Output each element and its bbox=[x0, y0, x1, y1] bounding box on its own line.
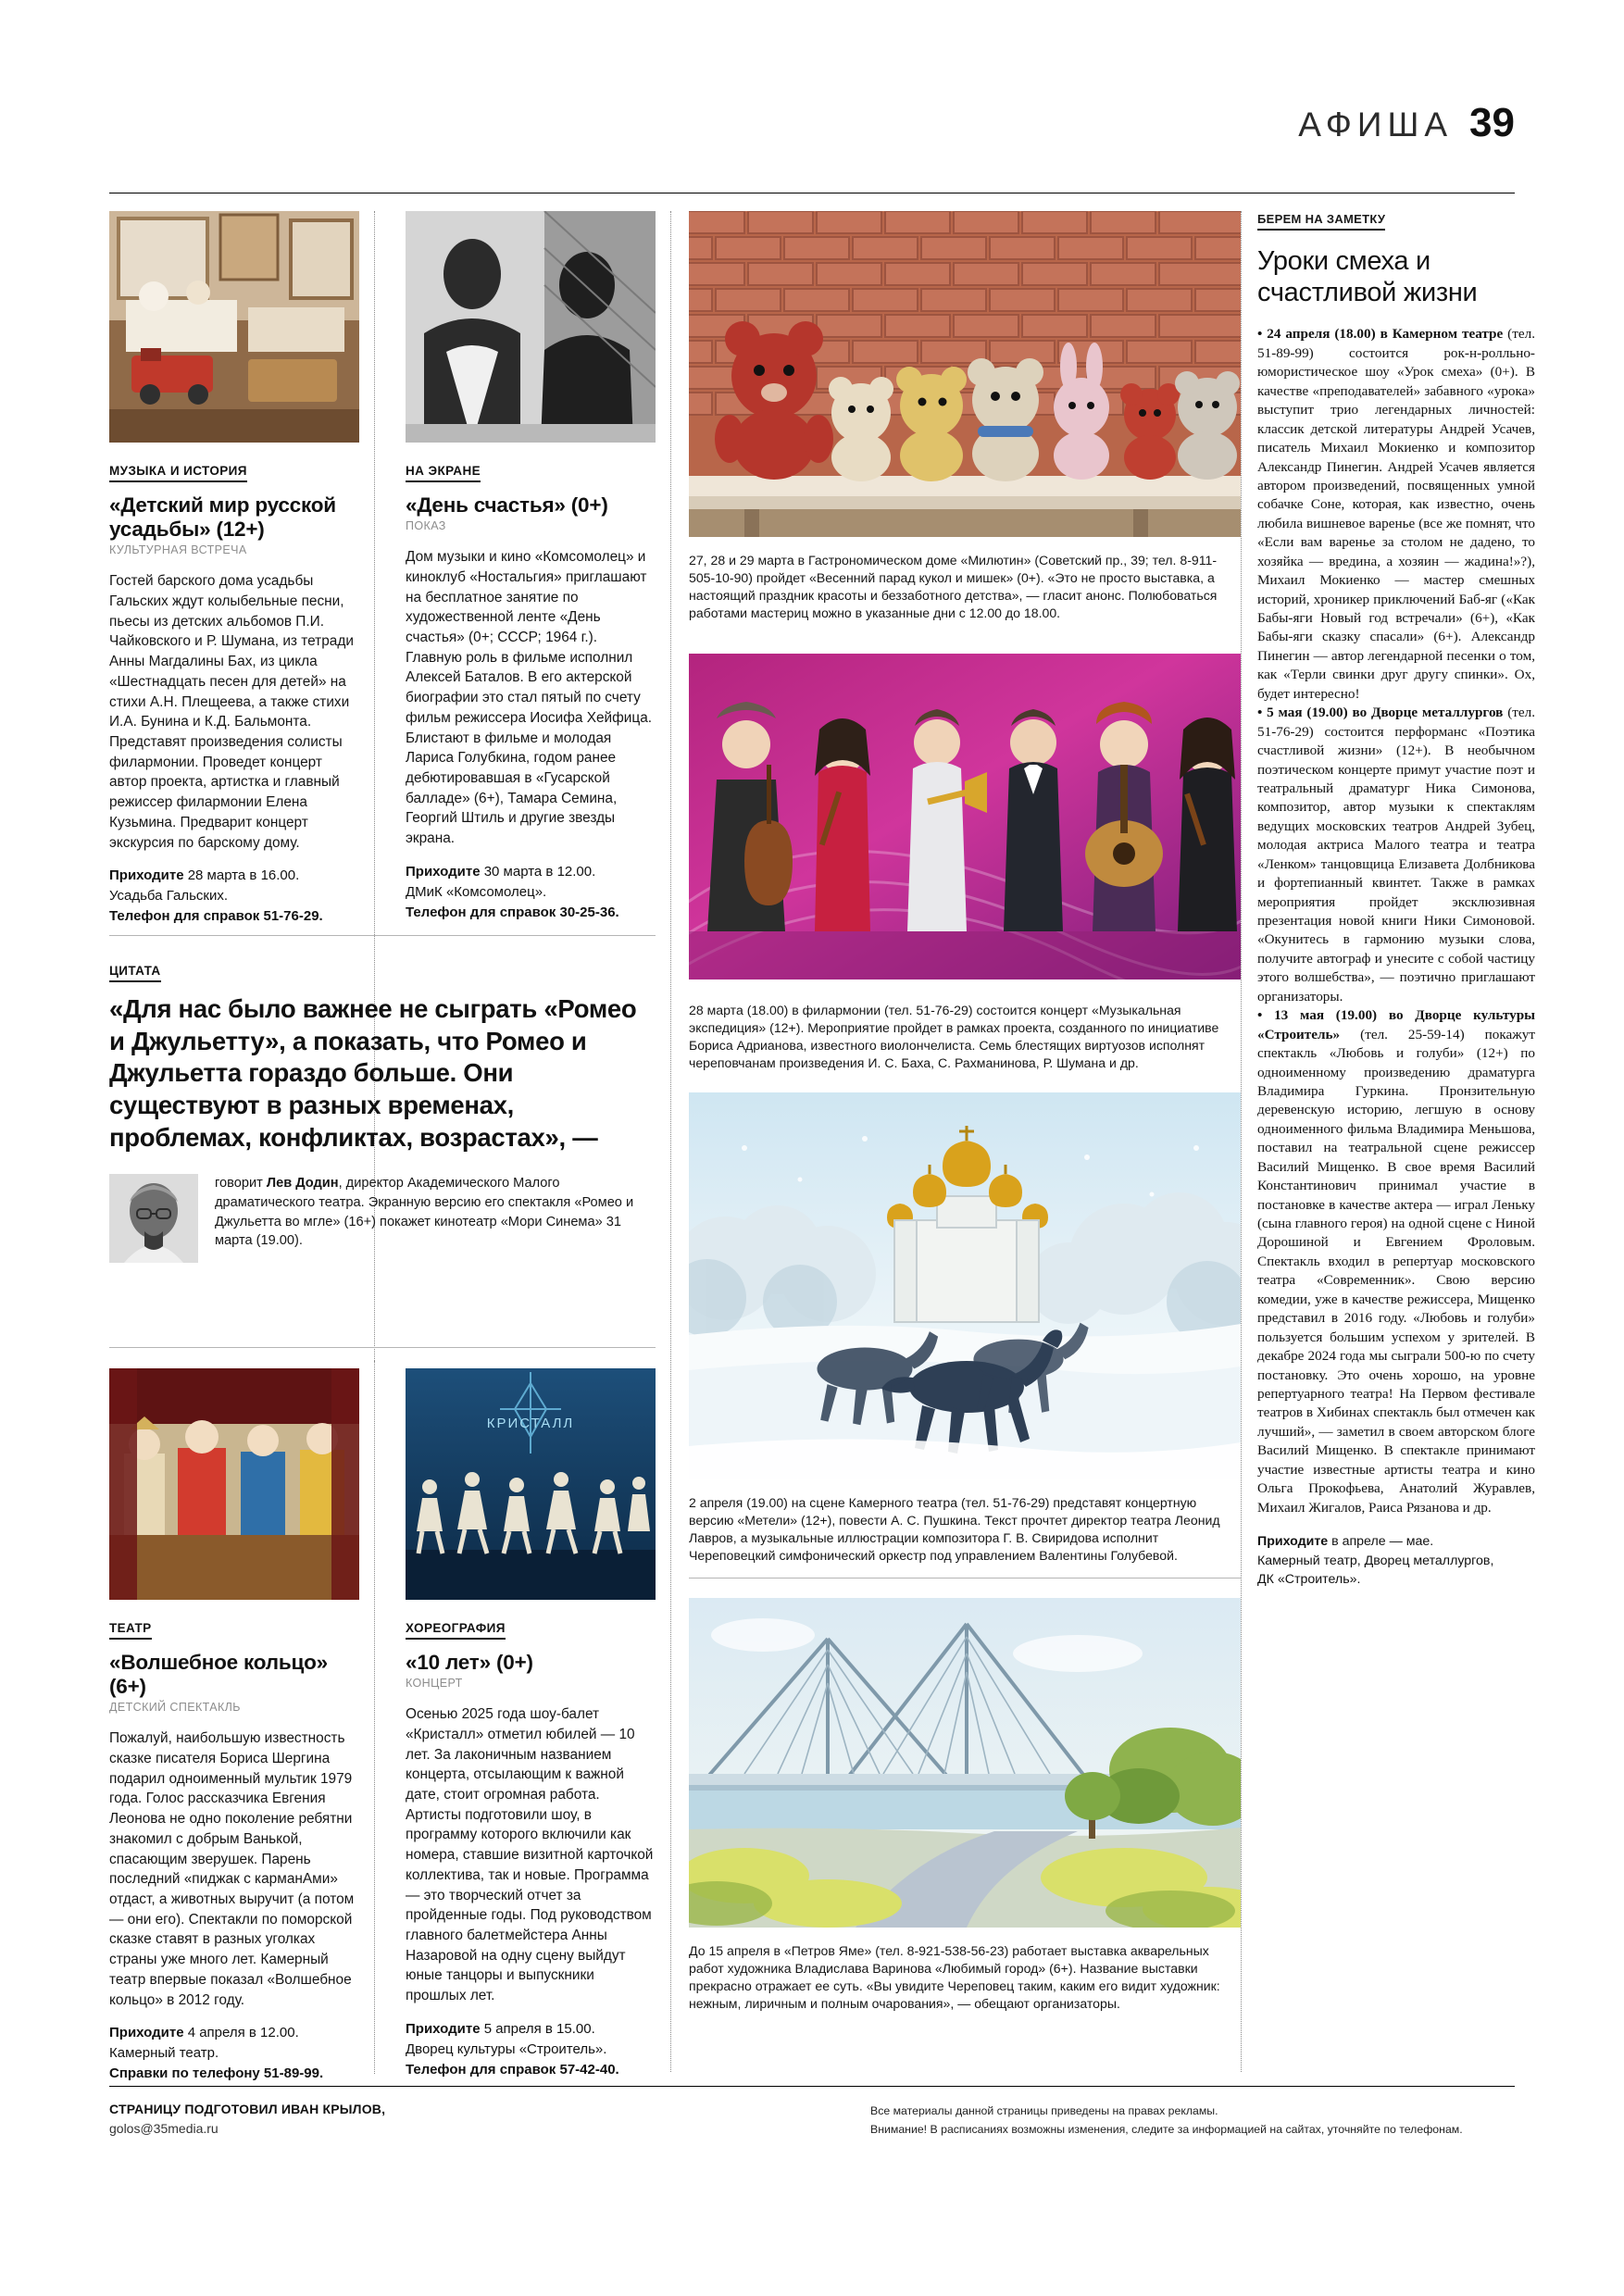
quote-attr-prefix: говорит bbox=[215, 1176, 267, 1192]
when-theatre bbox=[109, 2023, 359, 2084]
title-on-screen: «День счастья» (0+) bbox=[406, 493, 608, 517]
when-rest-1: 28 марта в 16.00. bbox=[183, 867, 300, 884]
photo-film-still bbox=[406, 211, 656, 443]
footer-email[interactable]: golos@35media.ru bbox=[109, 2121, 219, 2136]
column-separator-4 bbox=[374, 1361, 375, 2074]
kicker-quote: ЦИТАТА bbox=[109, 964, 161, 982]
sidebar-when-rest: в апреле — мае. bbox=[1328, 1534, 1434, 1549]
kicker-sidebar: БЕРЕМ НА ЗАМЕТКУ bbox=[1257, 212, 1385, 231]
sidebar-paragraph-3 bbox=[1257, 1006, 1535, 1517]
footer-credits bbox=[109, 2100, 385, 2139]
divider-left-1 bbox=[109, 935, 656, 936]
photo-theatre-scene bbox=[109, 1368, 359, 1600]
quote-portrait bbox=[109, 1174, 198, 1263]
sidebar-when-label: Приходите bbox=[1257, 1534, 1329, 1549]
kicker-theatre: ТЕАТР bbox=[109, 1621, 152, 1640]
sidebar-p2-rest: (тел. 51-76-29) состоится перформанс «Поэтика счастливой жизни» (12+). В необычном поэтическом концерте примут участие поэт и театральный драматург Ника Симонова, композитор, автор музыки к спектаклям ведущих московских театров Андрей Зубец, молодая актриса Малого театра и театра «Ленком» танцовщица Елизавета Долбникова и фортепианный квинтет. Также в рамках мероприятия пройдет эксклюзивная презентация новой книги Ники Симоновой. «Окунитесь в гармонию музыки слова, получите автограф и унесите с собой частицу этого волшебства», — поэтично приглашают организаторы. bbox=[1257, 705, 1535, 1004]
article-choreography bbox=[406, 1620, 656, 2080]
caption-musicians: 28 марта (18.00) в филармонии (тел. 51-76-29) состоится концерт «Музыкальная экспедиция» (12+). Мероприятие пройдет в рамках проекта, созданного по инициативе Бориса Адрианова, известного виолончелиста. Семь блестящих виртуозов исполнят череповчанам произведения И. С. Баха, С. Рахманинова, Р. Шумана и др. bbox=[689, 1003, 1219, 1071]
quote-block bbox=[109, 963, 656, 1263]
venue-4: Дворец культуры «Строитель». bbox=[406, 2040, 607, 2057]
page-number: 39 bbox=[1469, 100, 1515, 145]
sidebar-venue-2: ДК «Строитель». bbox=[1257, 1572, 1361, 1588]
sidebar-note bbox=[1257, 211, 1535, 1590]
caption-bridge: До 15 апреля в «Петров Яме» (тел. 8-921-538-56-23) работает выставка акварельных работ художника Владислава Варинова «Любимый город» (6+). Название выставки прекрасно отражает ее суть. «Вы увидите Череповец таким, каким его видит художник: нежным, лиричным и полным очарования», — обещают организаторы. bbox=[689, 1943, 1220, 2012]
sidebar-when bbox=[1257, 1532, 1535, 1590]
sidebar-venue-1: Камерный театр, Дворец металлургов, bbox=[1257, 1553, 1494, 1568]
when-on-screen bbox=[406, 862, 656, 923]
body-on-screen: Дом музыки и кино «Комсомолец» и киноклуб «Ностальгия» приглашают на бесплатное занятие по художественной ленте «День счастья» (0+; СССР; 1964 г.). Главную роль в фильме исполнил Алексей Баталов. В его актерской биографии это стал пятый по счету фильм режиссера Иосифа Хейфица. Блистают в фильме и молодая Лариса Голубкина, годом ранее дебютировавшая в «Гусарской балладе» (6+), Тамара Семина, Георгий Штиль и другие звезды экрана. bbox=[406, 549, 653, 847]
sidebar-paragraph-1 bbox=[1257, 325, 1535, 704]
sidebar-paragraph-2 bbox=[1257, 704, 1535, 1006]
sidebar-p3-lead: • 13 мая (19.00) во Дворце культуры «Строитель» bbox=[1257, 1007, 1535, 1042]
body-choreography: Осенью 2025 года шоу-балет «Кристалл» отметил юбилей — 10 лет. За лаконичным названием концерта, отсылающим к важной дате, стоит огромная работа. Артисты подготовили шоу, в программу которого включили как номера, ставшие визитной карточкой коллектива, так и новые. Программа — это творческий отчет за пройденные годы. Под руководством главного балетмейстера Анны Назаровой на одну сцену выйдут юные танцоры и выпускники прошлых лет. bbox=[406, 1706, 654, 2004]
footer-disclaimer-1: Все материалы данной страницы приведены на правах рекламы. bbox=[870, 2104, 1218, 2117]
subkicker-theatre: ДЕТСКИЙ СПЕКТАКЛЬ bbox=[109, 1701, 241, 1715]
venue-1: Усадьба Гальских. bbox=[109, 888, 228, 905]
divider-left-2 bbox=[109, 1347, 656, 1348]
when-label-4: Приходите bbox=[406, 2020, 481, 2037]
quote-attribution bbox=[215, 1174, 656, 1251]
when-label-1: Приходите bbox=[109, 867, 184, 884]
photo-bridge-watercolour bbox=[689, 1598, 1241, 1928]
venue-3: Камерный театр. bbox=[109, 2045, 219, 2062]
sidebar-p3-rest: (тел. 25-59-14) покажут спектакль «Любовь и голуби» (12+) по одноименному произведению драматурга Владимира Гуркина. Пронзительную деревенскую историю, легшую в основу одноименного фильма Владимира Меньшова, поставил на театральной сцене режиссер Василий Мищенко. В свое время Василий Константинович принимал участие в постановке в качестве актера — играл Леньку (сына главного героя) на одной сцене с Ниной Дорошиной и Евгением Фроловым. Спектакль входил в репертуар московского театра «Современник». Свою версию комедии, уже в качестве режиссера, Мищенко представил в 2016 году. «Любовь и голуби» пользуется большим успехом у зрителей. В декабре 2024 года мы сыграли 500-ю по счету постановку. Это очень хорошо, на уровне репертуарного театра! На Первом фестивале театров в Хибинах спектакль был отмечен как лучший», — заметил в своем авторском блоге Василий Мищенко. В спектакле принимают участие известные артисты театра и кино Ольга Прокофьева, Анатолий Журавлев, Михаил Жигалов, Раиса Рязанова и др. bbox=[1257, 1026, 1535, 1516]
sidebar-p1-lead: • 24 апреля (18.00) в Камерном театре bbox=[1257, 326, 1504, 343]
kicker-on-screen: НА ЭКРАНЕ bbox=[406, 464, 481, 482]
svg-text:КРИСТАЛЛ: КРИСТАЛЛ bbox=[486, 1416, 575, 1431]
title-sidebar: Уроки смеха и счастливой жизни bbox=[1257, 246, 1478, 308]
subkicker-choreography: КОНЦЕРТ bbox=[406, 1677, 463, 1691]
column-separator-2 bbox=[670, 211, 671, 2072]
phone-2: Телефон для справок 30-25-36. bbox=[406, 904, 619, 920]
article-on-screen bbox=[406, 463, 656, 923]
when-label-2: Приходите bbox=[406, 863, 481, 880]
caption-teddy-bears: 27, 28 и 29 марта в Гастрономическом доме «Милютин» (Советский пр., 39; тел. 8-911-505-10-90) пройдет «Весенний парад кукол и мишек» (0+). «Это не просто выставка, а настоящий праздник красоты и беззаботного детства», — гласит анонс. Полюбоваться работами мастериц можно в указанные дни с 12.00 до 18.00. bbox=[689, 553, 1218, 621]
photo-musicians bbox=[689, 654, 1241, 980]
phone-4: Телефон для справок 57-42-40. bbox=[406, 2061, 619, 2078]
phone-3: Справки по телефону 51-89-99. bbox=[109, 2065, 324, 2082]
when-music-history bbox=[109, 866, 359, 927]
subkicker-on-screen: ПОКАЗ bbox=[406, 519, 446, 533]
body-music-history: Гостей барского дома усадьбы Гальских ждут колыбельные песни, пьесы из детских альбомов П.И. Чайковского и Р. Шумана, из тетради Анны Магдалины Бах, из цикла «Шестнадцать песен для детей» на стихи А.Н. Плещеева, а также стихи И.А. Бунина и К.Д. Бальмонта. Представят произведения солисты филармонии. Проведет концерт автор проекта, артистка и главный режиссер филармонии Елена Кузьмина. Предварит концерт экскурсия по барскому дому. bbox=[109, 573, 354, 851]
article-theatre bbox=[109, 1620, 359, 2084]
when-rest-4: 5 апреля в 15.00. bbox=[480, 2020, 595, 2037]
title-music-history: «Детский мир русской усадьбы» (12+) bbox=[109, 493, 336, 542]
photo-teddy-bears bbox=[689, 211, 1241, 537]
subkicker-music-history: КУЛЬТУРНАЯ ВСТРЕЧА bbox=[109, 543, 247, 557]
phone-1: Телефон для справок 51-76-29. bbox=[109, 908, 323, 925]
title-theatre: «Волшебное кольцо» (6+) bbox=[109, 1651, 328, 1699]
quote-attr-name: Лев Додин bbox=[266, 1176, 339, 1192]
when-rest-3: 4 апреля в 12.00. bbox=[183, 2025, 299, 2041]
bottom-rule bbox=[109, 2086, 1515, 2087]
photo-ballet-show bbox=[406, 1368, 656, 1600]
kicker-choreography: ХОРЕОГРАФИЯ bbox=[406, 1621, 506, 1640]
photo-winter-troika bbox=[689, 1092, 1241, 1479]
quote-text: «Для нас было важнее не сыграть «Ромео и Джульетту», а показать, что Ромео и Джульетта гораздо больше. Они существуют в разных временах, проблемах, конфликтах, возрастах», — bbox=[109, 994, 637, 1152]
quote-attr-rest: , директор Академического Малого драматического театра. Экранную версию его спектакля «Ромео и Джульетта во мгле» (16+) покажет кинотеатр «Мори Синема» 31 марта (19.00). bbox=[215, 1176, 634, 1249]
sidebar-p2-lead: • 5 мая (19.00) во Дворце металлургов bbox=[1257, 705, 1504, 721]
sidebar-p1-rest: (тел. 51-89-99) состоится рок-н-ролльно-юмористическое шоу «Урок смеха» (0+). В качестве «преподавателей» забавного «урока» выступит трио легендарных личностей: классик детской литературы Андрей Усачев, писатель Михаил Мокиенко и композитор Александр Пинегин. Андрей Усачев является автором произведений, посвященных умной собачке Соне, которая, как известно, очень любила вишневое варенье (все же помнят, что «Если вам варенье за столом не дадено, то хозяйка — вредина, а хозяин — жадина!»?), Михаил Мокиенко — мастер смешных историй, хроникер приключений Баб-яг («Как Бабы-яги Новый год встречали» (6+), «Как Бабы-яги сказку спасали» (6+). Александр Пинегин — автор легендарной песенки о том, как «Терли свинки друг другу спинки». Ох, будет интересно! bbox=[1257, 326, 1535, 702]
when-label-3: Приходите bbox=[109, 2025, 184, 2041]
photo-museum-interior bbox=[109, 211, 359, 443]
when-rest-2: 30 марта в 12.00. bbox=[480, 863, 596, 880]
masthead bbox=[109, 100, 1515, 165]
footer-author: СТРАНИЦУ ПОДГОТОВИЛ ИВАН КРЫЛОВ, bbox=[109, 2102, 386, 2116]
caption-winter-troika: 2 апреля (19.00) на сцене Камерного театра (тел. 51-76-29) представят концертную версию «Метели» (12+), повести А. С. Пушкина. Текст прочтет директор театра Леонид Лавров, а музыкальные иллюстрации композитора Г. В. Свиридова исполнит Череповецкий симфонический оркестр под управлением Валентины Голубевой. bbox=[689, 1495, 1220, 1564]
footer-disclaimer bbox=[870, 2102, 1537, 2140]
title-choreography: «10 лет» (0+) bbox=[406, 1651, 533, 1674]
column-separator-3 bbox=[1241, 211, 1242, 2072]
body-theatre: Пожалуй, наибольшую известность сказке писателя Бориса Шергина подарил одноименный мультик 1979 года. Голос рассказчика Евгения Леонова не одно поколение ребятни знакомил с добрым Ванькой, спасающим зверушек. Парень последний «пиджак с карманАми» отдаст, а животных выручит (а потом — они его). Спектакли по поморской сказке ставят в разных уголках страны уже много лет. Камерный театр впервые показал «Волшебное кольцо» в 2012 году. bbox=[109, 1730, 355, 2008]
venue-2: ДМиК «Комсомолец». bbox=[406, 883, 547, 900]
when-choreography bbox=[406, 2019, 656, 2080]
kicker-music-history: МУЗЫКА И ИСТОРИЯ bbox=[109, 464, 247, 482]
footer-disclaimer-2: Внимание! В расписаниях возможны изменения, следите за информацией на сайтах, уточняйте по телефонам. bbox=[870, 2123, 1463, 2137]
article-music-history bbox=[109, 463, 359, 927]
section-title: АФИША bbox=[1298, 106, 1454, 144]
